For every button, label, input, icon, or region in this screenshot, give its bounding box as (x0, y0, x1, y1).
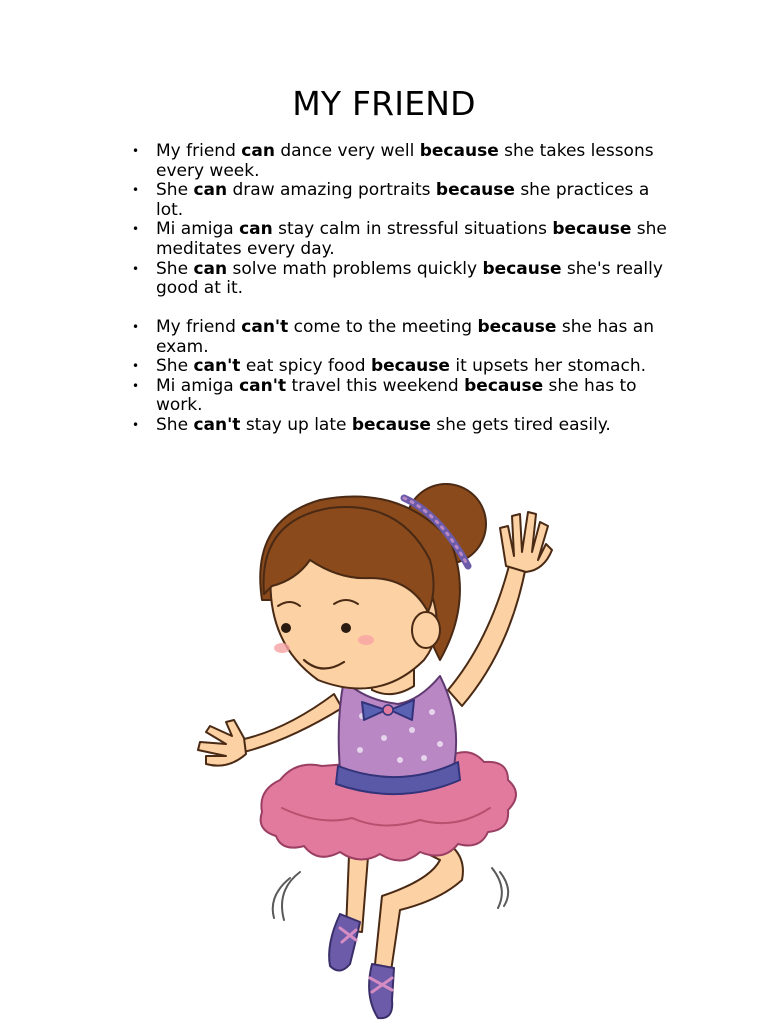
can-sentence-item (132, 219, 676, 259)
keyword: because (370, 356, 450, 377)
keyword: because (351, 414, 431, 435)
keyword: can (239, 219, 273, 240)
bullet-icon: • (132, 378, 140, 393)
sentence-text: stay calm in stressful situations (272, 219, 553, 240)
page-title: MY FRIEND (292, 84, 476, 123)
keyword: can't (239, 375, 287, 396)
sentence-text: She (156, 356, 194, 377)
cant-sentence-item (132, 356, 676, 377)
keyword: can't (193, 356, 241, 377)
sentence-text: it upsets her stomach. (449, 356, 646, 377)
raised-hand (500, 512, 552, 572)
sentence-text: She (156, 258, 194, 279)
ballerina-icon (198, 484, 552, 1018)
sentence-text: she has an exam. (156, 317, 654, 357)
keyword: because (482, 258, 562, 279)
sentence-text: solve math problems quickly (227, 258, 483, 279)
sentence-text: she gets tired easily. (430, 414, 611, 435)
sentence-text: stay up late (240, 414, 352, 435)
sentence-text: She (156, 414, 194, 435)
ear (412, 612, 440, 648)
bow-knot (383, 705, 393, 715)
sentence-text: She (156, 180, 194, 201)
keyword: because (477, 317, 557, 337)
can-sentence-item (132, 141, 676, 181)
right-cheek (358, 635, 374, 645)
sentence-text: My friend (156, 317, 242, 337)
keyword: can (193, 258, 228, 279)
left-eye (281, 623, 291, 633)
left-cheek (274, 643, 290, 653)
keyword: can't (241, 317, 289, 337)
keyword: because (435, 180, 515, 201)
bullet-icon: • (132, 359, 140, 374)
sentence-text: she practices a lot. (156, 180, 650, 220)
sentence-text: she meditates every day. (156, 219, 667, 259)
keyword: because (419, 141, 499, 161)
sentence-text: she has to work. (156, 375, 637, 416)
sentence-text: draw amazing portraits (227, 180, 436, 201)
dancing-girl-illustration (180, 478, 560, 1024)
bullet-icon: • (132, 222, 140, 237)
sentence-text: she's really good at it. (156, 258, 663, 299)
lowered-arm (240, 694, 342, 752)
bullet-icon: • (132, 417, 140, 432)
cant-sentence-item (132, 375, 676, 416)
keyword: because (552, 219, 632, 240)
right-eye (341, 623, 351, 633)
left-shoe (329, 914, 360, 971)
bullet-icon: • (132, 320, 140, 334)
can-sentence-list (132, 141, 676, 299)
sentence-text: she takes lessons every week. (156, 141, 654, 181)
cant-sentence-item (132, 414, 676, 436)
can-sentence-item (132, 258, 676, 299)
bullet-icon: • (132, 261, 140, 276)
sentence-text: travel this weekend (286, 375, 465, 396)
bullet-icon: • (132, 144, 140, 158)
keyword: can (193, 180, 228, 201)
motion-line-left (282, 872, 300, 920)
sentence-text: Mi amiga (156, 219, 240, 240)
lowered-hand (198, 720, 246, 766)
bullet-icon: • (132, 183, 140, 198)
cant-sentence-list (132, 317, 676, 436)
keyword: can't (193, 414, 241, 435)
sentence-text: dance very well (274, 141, 420, 161)
sentence-text: Mi amiga (156, 375, 240, 396)
sentence-text: eat spicy food (240, 356, 371, 377)
keyword: because (464, 375, 544, 396)
can-sentence-item (132, 180, 676, 220)
cant-sentence-item (132, 317, 676, 357)
sentence-text: My friend (156, 141, 242, 161)
keyword: can (241, 141, 275, 161)
sentence-text: come to the meeting (288, 317, 478, 337)
